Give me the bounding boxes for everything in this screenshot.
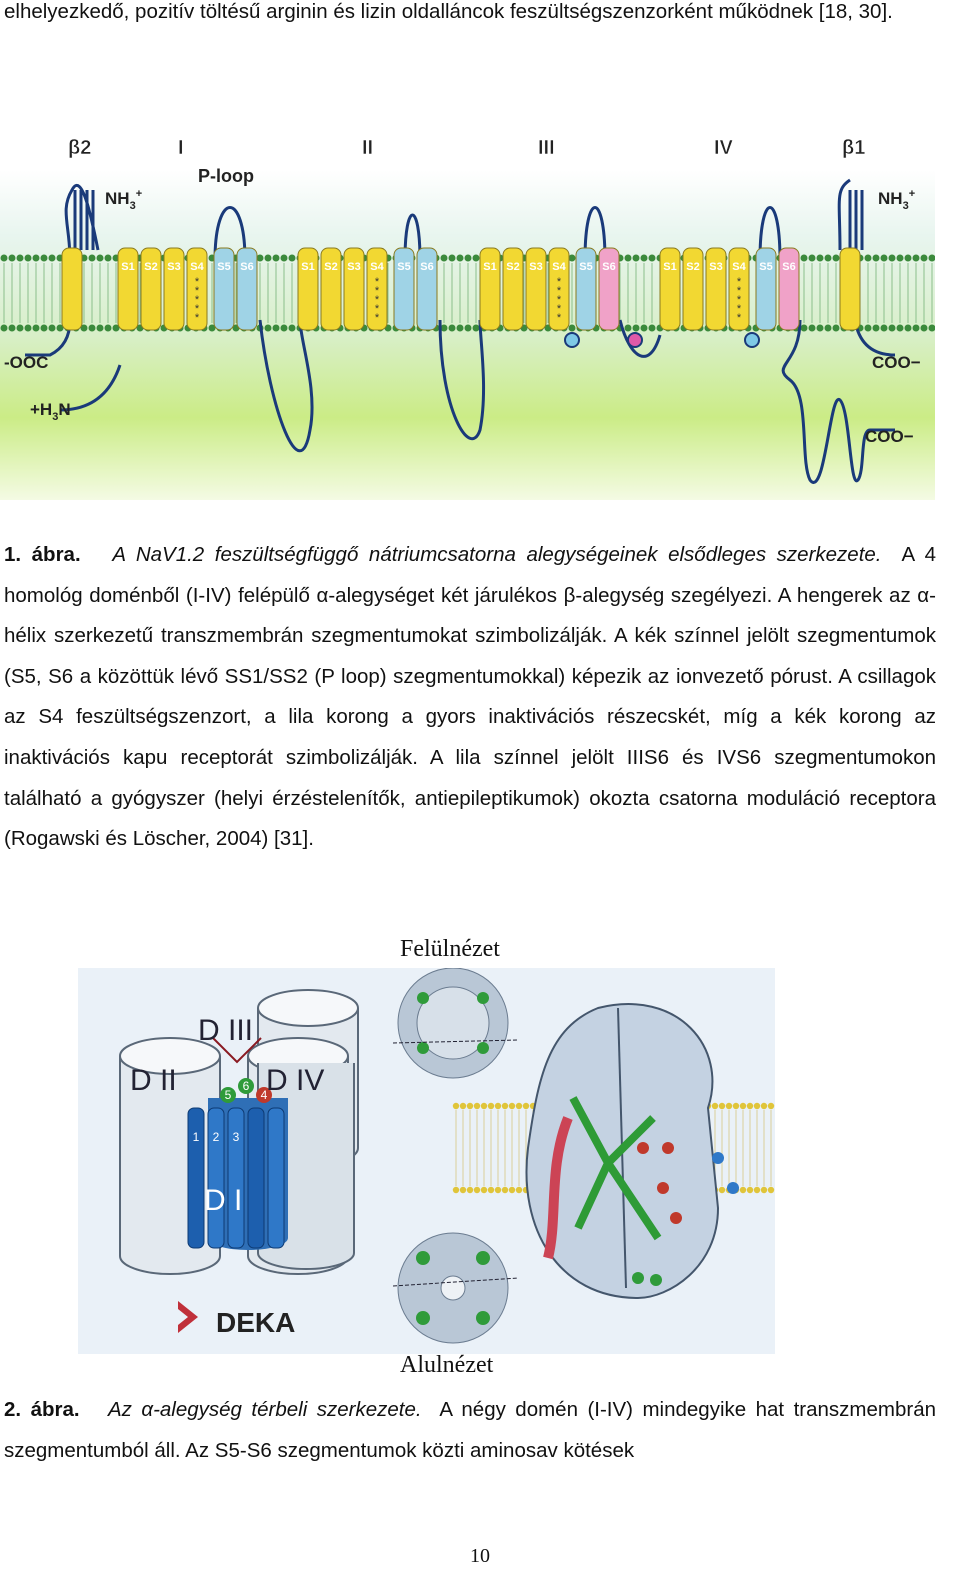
lipid-head [453,1187,459,1193]
lipid-head [465,325,472,332]
segment-label: S6 [420,261,434,273]
lipid-head [25,255,32,262]
s4-voltage-sensor-star: * [556,303,562,315]
lipid-head [481,1103,487,1109]
lipid-head [825,325,832,332]
figure-1-title: A NaV1.2 feszültségfüggő nátriumcsatorna alegységeinek elsődleges szerkezete. [112,543,882,566]
segment-label: S5 [397,261,411,273]
lipid-head [569,255,576,262]
lipid-head [719,1103,725,1109]
lipid-head [801,325,808,332]
lipid-head [474,1187,480,1193]
lipid-head [825,255,832,262]
label-domain-IV: IV [714,137,733,159]
s4-voltage-sensor-star: * [194,276,200,288]
inactivation-receptor-blue-disc-2 [745,333,759,347]
label-p-loop: P-loop [198,166,254,186]
deka-logo: DEKA [216,1307,296,1338]
segment-label: S3 [347,261,361,273]
lipid-head [865,325,872,332]
label-domain-II: II [362,137,374,159]
figure-2-bottom-view-label: Alulnézet [400,1352,494,1378]
lipid-head [49,255,56,262]
s4-voltage-sensor-star: * [736,276,742,288]
lipid-head [33,255,40,262]
segment-label: S5 [759,261,773,273]
s4-voltage-sensor-star: * [736,303,742,315]
s4-voltage-sensor-star: * [374,294,380,306]
lipid-head [817,325,824,332]
lipid-head [817,255,824,262]
lipid-head [457,255,464,262]
lipid-head [495,1103,501,1109]
label-domain-III: III [538,137,555,159]
helix-number-4: 4 [260,1088,268,1102]
label-D-I: D I [204,1184,243,1217]
lipid-head [719,1187,725,1193]
segment-label: S1 [301,261,315,273]
lipid-head [265,255,272,262]
segment-label: S6 [240,261,254,273]
segment-label: S1 [663,261,677,273]
label-beta1: β1 [842,137,866,159]
lipid-head [897,255,904,262]
segment-label: S4 [190,261,204,273]
segment-label: S2 [686,261,700,273]
lipid-head [502,1187,508,1193]
lipid-head [897,325,904,332]
label-cooh-left: -OOC [4,353,49,372]
lipid-head [460,1103,466,1109]
lipid-head [754,1103,760,1109]
lipid-head [747,1103,753,1109]
s4-voltage-sensor-star: * [194,285,200,297]
lipid-head [89,325,96,332]
lipid-head [889,255,896,262]
s4-voltage-sensor-star: * [194,312,200,324]
segment-label: S1 [483,261,497,273]
figure-1-background [0,170,935,500]
lipid-head [502,1103,508,1109]
lipid-head [1,255,8,262]
s4-voltage-sensor-star: * [556,276,562,288]
lipid-head [633,255,640,262]
lipid-head [289,325,296,332]
lipid-head [569,325,576,332]
label-beta2: β2 [68,137,92,159]
segment-label: S3 [709,261,723,273]
segment-label: S2 [324,261,338,273]
lipid-head [49,325,56,332]
lipid-head [473,325,480,332]
lipid-head [649,325,656,332]
figure-2-text: A négy domén (I-IV) mindegyike hat transzmembrán szegmentumból áll. Az S5-S6 szegmentumok közti aminosav kötések [4,1398,937,1462]
segment-label: S1 [121,261,135,273]
page-number: 10 [470,1545,490,1567]
lipid-head [516,1103,522,1109]
label-D-III: D III [198,1014,254,1047]
lipid-head [9,325,16,332]
lipid-head [467,1187,473,1193]
lipid-head [833,255,840,262]
lipid-head [625,325,632,332]
lipid-head [97,325,104,332]
lipid-head [747,1187,753,1193]
figure-2-title: Az α-alegység térbeli szerkezete. [107,1398,422,1421]
lipid-head [865,255,872,262]
label-nh3-left: $NH_3^+$ [105,188,143,212]
lipid-head [449,325,456,332]
label-D-II: D II [130,1064,177,1097]
lipid-head [913,325,920,332]
lipid-head [265,325,272,332]
lipid-head [641,255,648,262]
lipid-head [768,1187,774,1193]
s4-voltage-sensor-star: * [556,285,562,297]
lipid-head [889,325,896,332]
lipid-head [481,1187,487,1193]
lipid-head [633,325,640,332]
lipid-head [488,1187,494,1193]
lipid-head [873,325,880,332]
helix-number-5: 5 [224,1088,232,1102]
lipid-head [257,255,264,262]
lipid-head [9,255,16,262]
s4-voltage-sensor-star: * [194,303,200,315]
lipid-head [761,1103,767,1109]
intro-paragraph: elhelyezkedő, pozitív töltésű arginin és lizin oldalláncok feszültségszenzorként működnek [18, 30]. [4,0,893,23]
lipid-head [105,325,112,332]
lipid-head [467,1103,473,1109]
lipid-head [905,255,912,262]
segment-label: S5 [579,261,593,273]
figure-1-label: 1. ábra. [4,543,81,566]
lipid-head [509,1103,515,1109]
lipid-head [905,325,912,332]
label-h3n: $+H_3N$ [30,400,71,423]
s4-voltage-sensor-star: * [374,312,380,324]
lipid-head [441,255,448,262]
lipid-head [641,325,648,332]
lipid-head [523,1103,529,1109]
lipid-head [25,325,32,332]
lipid-head [809,255,816,262]
lipid-head [273,255,280,262]
lipid-head [457,325,464,332]
s4-voltage-sensor-star: * [374,276,380,288]
lipid-head [913,255,920,262]
lipid-head [516,1187,522,1193]
label-cooh-right: COO− [872,353,921,372]
lipid-head [649,255,656,262]
s4-voltage-sensor-star: * [556,294,562,306]
lipid-head [41,255,48,262]
figure-2-caption [4,1390,936,1471]
s4-voltage-sensor-star: * [556,312,562,324]
helix-number-3: 3 [232,1130,240,1144]
lipid-head [754,1187,760,1193]
lipid-head [273,325,280,332]
lipid-head [881,255,888,262]
lipid-head [281,325,288,332]
segment-label: S5 [217,261,231,273]
s4-voltage-sensor-star: * [736,285,742,297]
lipid-head [289,255,296,262]
lipid-head [625,255,632,262]
lipid-head [449,255,456,262]
s4-voltage-sensor-star: * [374,285,380,297]
figure-2-3d-structure [78,968,775,1354]
segment-label: S2 [144,261,158,273]
lipid-head [740,1187,746,1193]
lipid-head [801,255,808,262]
s4-voltage-sensor-star: * [374,303,380,315]
lipid-head [881,325,888,332]
lipid-head [17,255,24,262]
helix-number-2: 2 [212,1130,220,1144]
lipid-head [105,255,112,262]
segment-label: S4 [732,261,746,273]
segment-label: S4 [552,261,566,273]
figure-1-caption [4,535,936,860]
lipid-head [833,325,840,332]
inactivation-receptor-blue-disc [565,333,579,347]
helix-number-1: 1 [192,1130,200,1144]
label-domain-I: I [178,137,184,159]
label-D-IV: D IV [266,1064,325,1097]
s4-voltage-sensor-star: * [736,294,742,306]
lipid-head [1,325,8,332]
segment-label: S6 [602,261,616,273]
lipid-head [921,325,928,332]
lipid-head [768,1103,774,1109]
s4-voltage-sensor-star: * [736,312,742,324]
lipid-head [89,255,96,262]
s4-voltage-sensor-star: * [194,294,200,306]
lipid-head [460,1187,466,1193]
segment-label: S3 [167,261,181,273]
lipid-head [465,255,472,262]
lipid-head [733,1103,739,1109]
lipid-head [809,325,816,332]
lipid-head [488,1103,494,1109]
lipid-head [740,1103,746,1109]
lipid-head [41,325,48,332]
figure-1-primary-structure [0,130,935,500]
figure-2-label: 2. ábra. [4,1398,80,1421]
lipid-head [473,255,480,262]
label-cooh-bottom-right: COO− [865,427,914,446]
lipid-head [712,1103,718,1109]
lipid-head [17,325,24,332]
beta1-segment [840,248,860,330]
segment-label: S3 [529,261,543,273]
figure-2-top-view-label: Felülnézet [400,936,500,962]
lipid-head [281,255,288,262]
beta2-segment [62,248,82,330]
segment-label: S4 [370,261,384,273]
lipid-head [873,255,880,262]
lipid-head [474,1103,480,1109]
label-nh3-right: $NH_3^+$ [878,188,916,212]
lipid-head [509,1187,515,1193]
figure-1-text: A 4 homológ doménből (I-IV) felépülő α-alegységet két járulékos β-alegység szegélyezi. A hengerek az α-hélix szerkezetű transzmembrán szegmentumokat szimbolizálják. A kék színnel jelölt szegmentumok (S5, S6 a közöttük lévő SS1/SS2 (P loop) szegmentumokkal) képezik az ionvezető pórust. A csillagok az S4 feszültségszenzort, a lila korong a gyors inaktivációs részecskét, míg a kék korong az inaktivációs kapu receptorát szimbolizálják. A lila színnel jelölt IIIS6 és IVS6 szegmentumokon található a gyógyszer (helyi érzéstelenítők, antiepileptikumok) okozta csatorna moduláció receptora (Rogawski és Löscher, 2004) [31]. [4,543,937,851]
lipid-head [495,1187,501,1193]
lipid-head [726,1103,732,1109]
segment-label: S6 [782,261,796,273]
lipid-head [761,1187,767,1193]
inactivation-particle-lilac-disc [628,333,642,347]
lipid-head [97,255,104,262]
segment-label: S2 [506,261,520,273]
lipid-head [921,255,928,262]
lipid-head [33,325,40,332]
lipid-head [453,1103,459,1109]
helix-number-6: 6 [242,1079,250,1093]
